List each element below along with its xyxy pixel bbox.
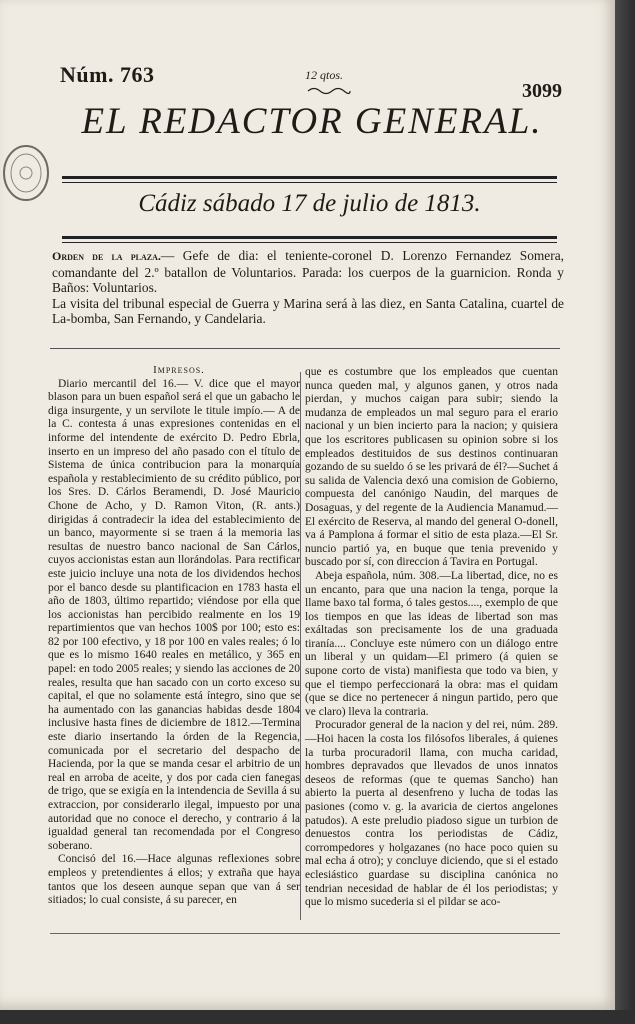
orden-visita: La visita del tribunal especial de Guerra y Marina será à las diez, en Santa Catalina, cuartel de La-bomba, San Fernando, y Candelaria. bbox=[52, 295, 564, 326]
orden-de-la-plaza bbox=[52, 248, 564, 327]
left-column bbox=[48, 364, 300, 908]
price-note: 12 qtos. bbox=[305, 68, 344, 82]
column-divider bbox=[300, 372, 301, 920]
page-edge-shadow bbox=[615, 0, 635, 1024]
masthead-rule bbox=[62, 176, 557, 183]
dateline-rule bbox=[62, 236, 557, 243]
article-diario-mercantil: Diario mercantil del 16.— V. dice que el mayor blason para un buen español será el que un gabacho le diga insurgente, y un servilote le titule impío.— A de la C. contesta á unas expresiones contenidas en el informe del intendente de exército D. Pedro Ebrla, inserto en un impreso del año pasado con el título de Sistema de única contribucion para la monarquía española y restablecimiento de su crédito público, por los Sres. D. Cárlos Beramendi, D. José Mauricio Chone de Acho, y D. Ramon Viton, (R. ants.) dirigidas á contradecir la idea del establecimiento de un banco, mayormente si se traen á la memoria las resultas de nuestro banco nacional de San Cárlos, cuyos accionistas estan aun llorándolas. Para rectificar este juicio incluye una nota de los dividendos hechos por el banco desde su plantificacion en 1783 hasta el año de 1803, último repartido; viéndose por ella que los accionistas han percibido realmente en los 19 repartimientos que van hechos 100$ por 100; esto es: 82 por 100 efectivo, y 18 por 100 en vales reales; ó lo que es lo mismo 1640 reales en metálico, y 365 en papel: en todo 2005 reales; y siendo las acciones de 20 reales, resulta que han sacado con un corto exceso su capital, el que no solamente está íntegro, sino que se ha aumentado con las ganancias habidas desde 1804 inclusive hasta fines de diciembre de 1812.—Termina este diario insertando la órden de la Regencia, comunicada por el secretario del despacho de Hacienda, por la que se manda cesar el arbitrio de un real en arroba de aceite, y dos por cada cien fanegas de trigo, que se exigía en la intendencia de Sevilla á su extraccion, por considerarlo ilegal, impuesto por una autoridad que no conoce el derecho, y contrario á la igualdad general tan recomendada por el Congreso soberano. bbox=[48, 377, 300, 852]
page-number: 3099 bbox=[522, 80, 562, 102]
orden-label: Orden de la plaza. bbox=[52, 249, 161, 263]
dateline: Cádiz sábado 17 de julio de 1813. bbox=[138, 190, 481, 217]
page-bottom-shadow bbox=[0, 1010, 635, 1024]
article-abeja-espanola: Abeja española, núm. 308.—La libertad, dice, no es un encanto, para que una nacion la tenga, porque la llame baxo tal forma, ó tales gestos...., exemplo de que los tiempos en que las ideas de libertad son mas exáltadas son precisamente los de una graduada tiranía.... Concluye este número con un diálogo entre un liberal y un quidam—El primero (á quien se supone corto de vista) manifiesta que todo va bien, y que el tiempo perfeccionará la obra: mas el quidam (que se dice no pertenecer á ningun partido, pero que ve claro) lleva la contraria. bbox=[305, 569, 558, 718]
section-title-impresos: Impresos. bbox=[153, 364, 205, 376]
orden-text: — Gefe de dia: el teniente-coronel D. Lorenzo Fernandez Somera, comandante del 2.º batallon de Voluntarios. Parada: los cuerpos de la guarnicion. Ronda y Baños: Voluntarios. bbox=[52, 248, 565, 295]
issue-number: Núm. 763 bbox=[60, 62, 155, 87]
article-conciso-continued: que es costumbre que los empleados que cuentan nunca queden mal, y algunos ganen, y otros nada pierdan, y muchos caigan para subir; siendo la mudanza de empleados un mal seguro para el erario nacional y un bien incierto para la nacion; y quisiera que los escritores publicasen su opinion sobre si los empleados destituidos de sus destinos continuaran gozando de su sueldo ó se les privará de él?—Suchet á su salida de Valencia dexó una comision de Gobierno, compuesta del canónigo Naudin, del marques de Dosaguas, y del regente de la Audiencia Manamud.—El exército de Reserva, al mando del general O-donell, va á Pamplona á formar el sitio de esta plaza.—El Sr. nuncio partió ya, en buque que tenia prevenido y buscado por sí, con direccion á Tavira en Portugal. bbox=[305, 366, 558, 569]
right-column bbox=[305, 366, 558, 910]
bottom-rule bbox=[50, 933, 560, 934]
article-procurador-general: Procurador general de la nacion y del rei, núm. 289.—Hoi hacen la costa los filósofos liberales, á quienes la turba procuradoril llama, con mucha caridad, hombres depravados que llevados de unos innatos deseos de reformas (que te quemas Sancho) han abierto la puerta al desenfreno y lucha de todas las pasiones (como v. g. la avaricia de ciertos angelones patudos). A este preludio piadoso sigue un turbion de denuestos contra los periodistas de Cádiz, corrompedores y holgazanes (no hace poco quien su mal echa á otro); y concluye diciendo, que si el estado eclesiástico guardase su disciplina canónica no tendrian necesidad de hablar de él los periodistas; y que lo mismo sucederia si el pildar se aco- bbox=[305, 719, 558, 909]
article-conciso: Concisó del 16.—Hace algunas reflexiones sobre empleos y pretendientes á ellos; y extraña que haya tantos que los deseen aunque sepan que van á ser sitiados; lo cual consiste, á su parecer, en bbox=[48, 853, 300, 907]
section-rule bbox=[50, 348, 560, 349]
library-stamp-icon bbox=[1, 142, 51, 204]
masthead-title: EL REDACTOR GENERAL. bbox=[81, 101, 543, 142]
flourish-ornament-icon bbox=[306, 86, 352, 96]
